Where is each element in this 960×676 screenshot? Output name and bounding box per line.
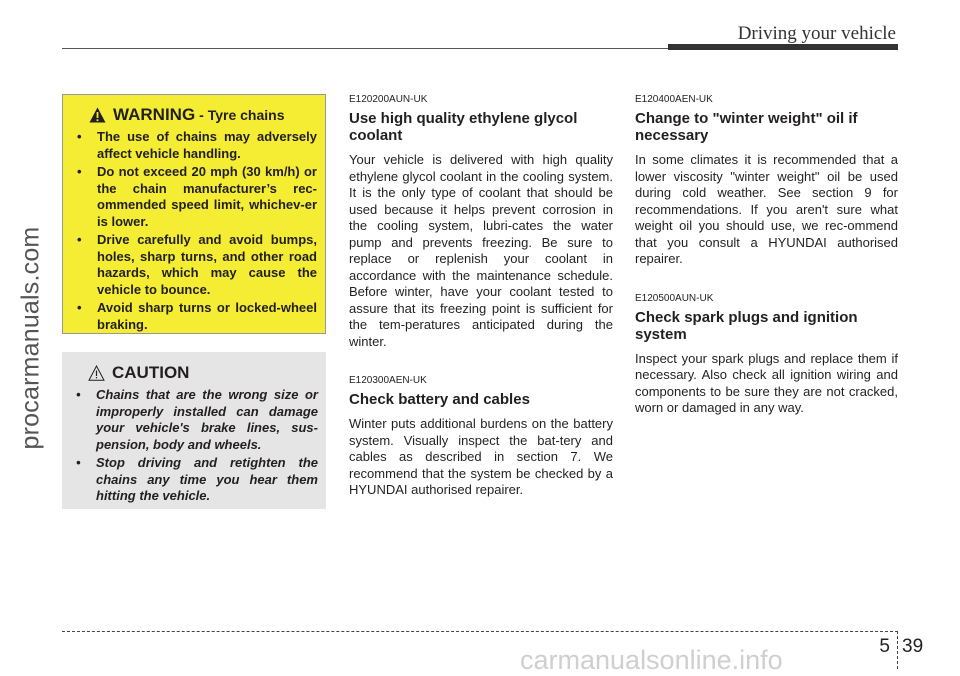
section-body: In some climates it is recommended that a lower viscosity "winter weight" oil be used during cold weather. See section 9 for recommendations. If you aren't sure what weight oil you should use, we rec-ommend that you consult a HYUNDAI authorised repairer. — [635, 152, 898, 266]
column-right — [635, 94, 898, 442]
caution-title-row — [88, 363, 318, 383]
caution-item: • Chains that are the wrong size or improperly installed can damage your vehicle's brake lines, sus-pension, body and wheels. — [72, 387, 318, 453]
chapter-number: 5 — [879, 636, 890, 657]
section-spark-plugs — [635, 293, 898, 417]
warning-subtitle: - Tyre chains — [199, 107, 285, 123]
caution-list — [72, 387, 318, 505]
header-rule-thick — [668, 44, 898, 50]
section-body: Inspect your spark plugs and replace them if necessary. Also check all ignition wiring and components to be sure they are not cracked, worn or damaged in any way. — [635, 350, 898, 415]
caution-box — [62, 352, 326, 509]
section-body: Winter puts additional burdens on the battery system. Visually inspect the bat-tery and cables as described in section 7. We recommend that the system be checked by a HYUNDAI authorised repairer. — [349, 416, 613, 497]
section-heading: Check spark plugs and ignition system — [635, 308, 858, 343]
section-code: E120500AUN-UK — [635, 292, 714, 304]
caution-title: CAUTION — [112, 363, 190, 382]
section-heading: Check battery and cables — [349, 391, 530, 408]
page-header-title: Driving your vehicle — [737, 23, 896, 44]
section-winter-oil — [635, 94, 898, 268]
section-code: E120300AEN-UK — [349, 375, 427, 386]
section-heading: Use high quality ethylene glycol coolant — [349, 110, 578, 144]
bottom-watermark: carmanualsonline.info — [520, 645, 783, 675]
warning-title: WARNING — [113, 105, 196, 124]
column-middle — [349, 94, 613, 524]
warning-triangle-icon — [89, 107, 106, 123]
warning-list — [73, 129, 317, 333]
warning-box — [62, 94, 326, 334]
section-coolant — [349, 94, 613, 350]
page-number: 39 — [902, 636, 924, 657]
warning-item: • Drive carefully and avoid bumps, holes, sharp turns, and other road hazards, which may cause the vehicle to bounce. — [73, 232, 317, 298]
section-code: E120200AUN-UK — [349, 94, 428, 105]
side-watermark: procarmanuals.com — [16, 226, 45, 450]
warning-item: • Avoid sharp turns or locked-wheel braking. — [73, 300, 317, 333]
caution-triangle-icon — [88, 365, 105, 381]
header-rule-thin — [62, 48, 668, 49]
footer-rule — [62, 631, 898, 632]
warning-title-row — [89, 105, 317, 125]
warning-item: • The use of chains may adversely affect vehicle handling. — [73, 129, 317, 162]
caution-item: • Stop driving and retighten the chains any time you hear them hitting the vehicle. — [72, 455, 318, 505]
footer-separator — [897, 631, 898, 669]
warning-item: • Do not exceed 20 mph (30 km/h) or the chain manufacturer’s rec-ommended speed limit, whichev-er is lower. — [73, 164, 317, 230]
section-heading: Change to "winter weight" oil if necessary — [635, 110, 858, 144]
section-body: Your vehicle is delivered with high quality ethylene glycol coolant in the cooling system. It is the only type of coolant that should be used because it helps prevent corrosion in the cooling system, lubri-cates the water pump and prevents freezing. Be sure to replace or replenish your coolant in accordance with the maintenance schedule. Before winter, have your coolant tested to assure that its freezing point is sufficient for the tem-peratures anticipated during the winter. — [349, 152, 613, 349]
section-code: E120400AEN-UK — [635, 94, 713, 105]
section-battery — [349, 375, 613, 499]
